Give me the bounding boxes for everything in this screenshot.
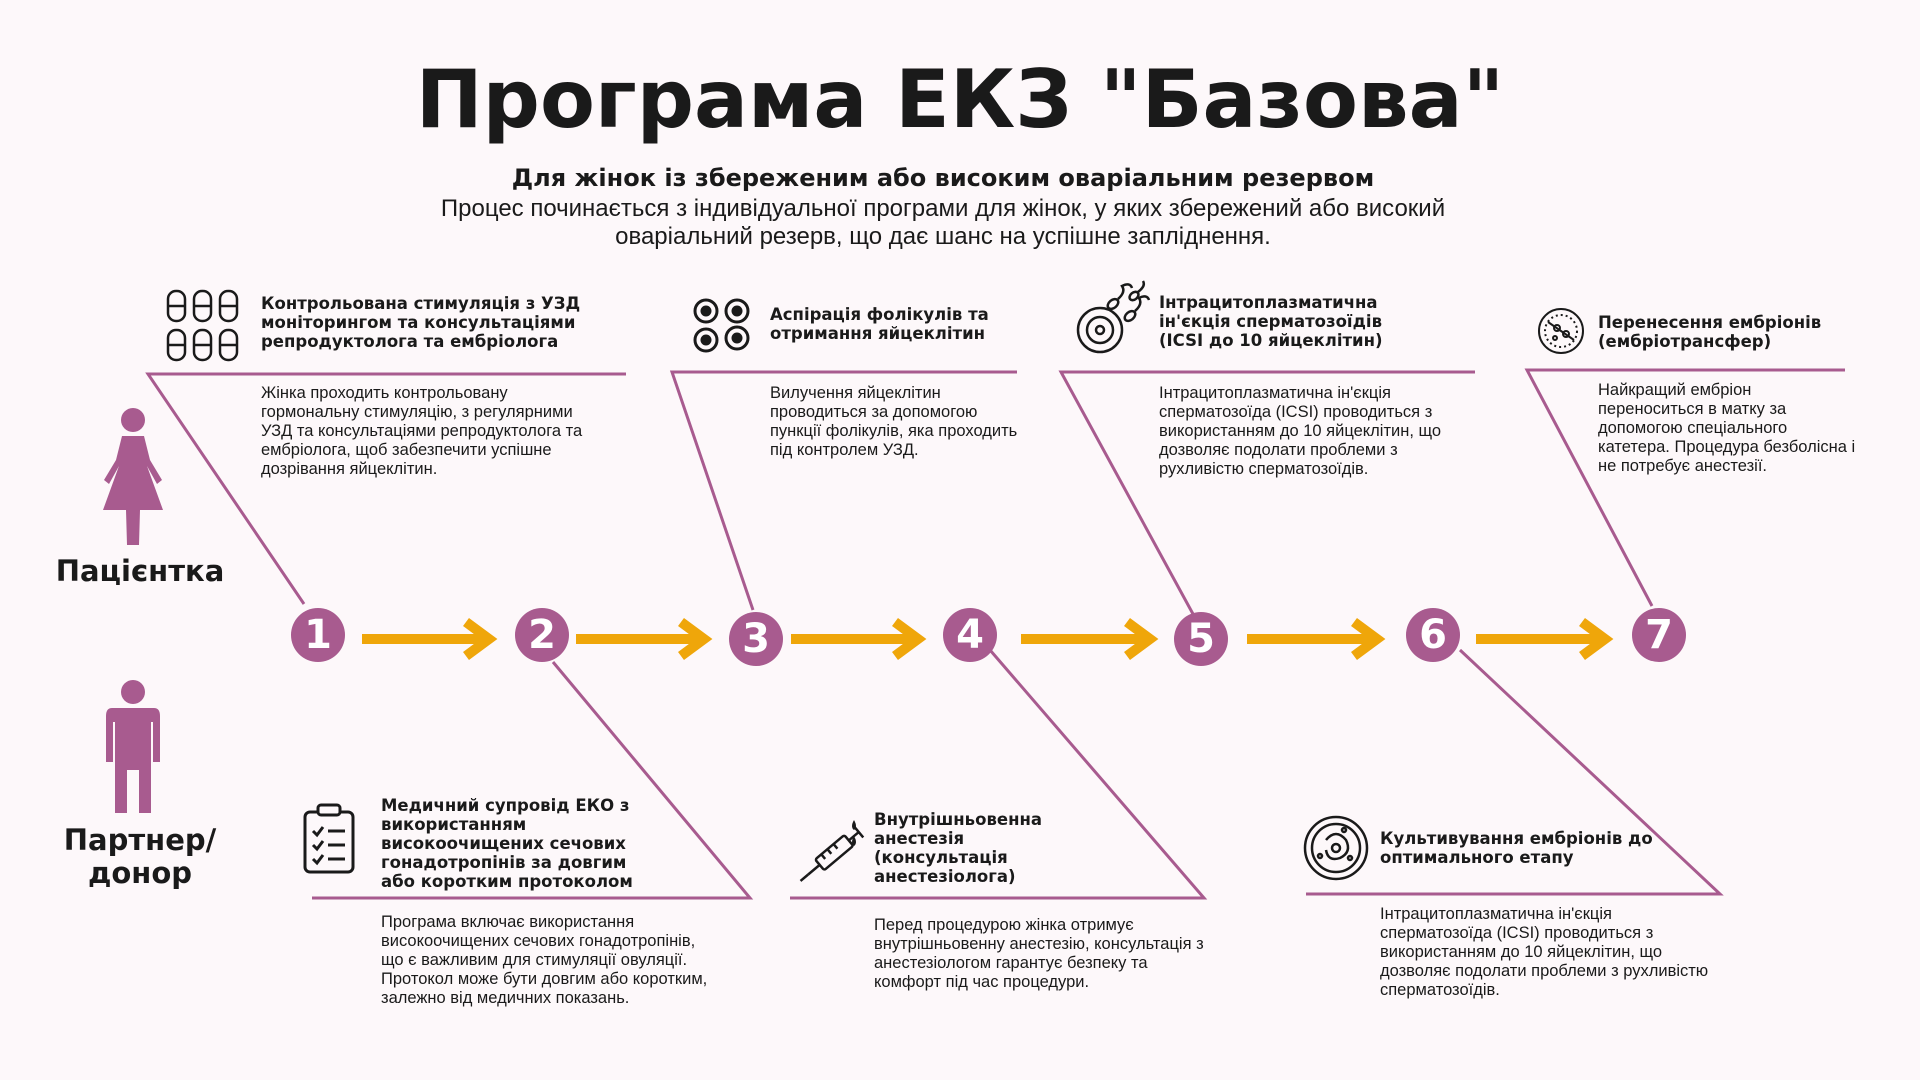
- step-4-title: Внутрішньовенна анестезія (консультація анестезіолога): [874, 810, 1043, 886]
- embryo-transfer-icon: [1539, 309, 1583, 353]
- syringe-icon: [796, 827, 863, 887]
- page-title: Програма ЕКЗ "Базова": [415, 53, 1505, 146]
- page-subtitle: Для жінок із збереженим або високим оваріальним резервом: [511, 164, 1375, 192]
- follicles-icon: [695, 300, 748, 351]
- female-figure-icon: [103, 408, 163, 545]
- step-3-text: Вилучення яйцеклітин проводиться за допомогою пункції фолікулів, яка проходить під контролем УЗД.: [770, 384, 1018, 459]
- drop-icon: [852, 820, 856, 846]
- embryo-culture-icon: [1305, 817, 1367, 879]
- step-1-title: Контрольована стимуляція з УЗД моніторингом та консультаціями репродуктолога та ембріолога: [261, 294, 581, 351]
- step-6-text: Інтрацитоплазматична ін'єкція сперматозоїда (ICSI) проводиться з використанням до 10 яйцеклітин, що дозволяє подолати проблеми з рухливістю сперматозоїдів.: [1380, 905, 1709, 999]
- arrow-5-6: [1247, 622, 1377, 656]
- step-6-title: Культивування ембріонів до оптимального етапу: [1380, 829, 1653, 867]
- vials-icon: [168, 291, 237, 360]
- sperm-egg-icon: [1078, 281, 1149, 352]
- step-number-6: 6: [1406, 608, 1460, 662]
- arrow-6-7: [1476, 622, 1605, 656]
- step-number-7: 7: [1632, 608, 1686, 662]
- clipboard-checklist-icon: [305, 805, 353, 872]
- step-number-4: 4: [943, 608, 997, 662]
- step-7-text: Найкращий ембріон переноситься в матку за допомогою спеціального катетера. Процедура безболісна і не потребує анестезії.: [1598, 381, 1856, 475]
- step-1-text: Жінка проходить контрольовану гормональну стимуляцію, з регулярними УЗД та консультаціями репродуктолога та ембріолога, щоб забезпечити успішне дозрівання яйцеклітин.: [261, 384, 583, 478]
- step-number-2: 2: [515, 608, 569, 662]
- step-number-1: 1: [291, 608, 345, 662]
- step-5-title: Інтрацитоплазматична ін'єкція сперматозоїдів (ICSI до 10 яйцеклітин): [1159, 293, 1383, 350]
- arrow-2-3: [576, 622, 704, 656]
- step-5-text: Інтрацитоплазматична ін'єкція сперматозоїда (ICSI) проводиться з використанням до 10 яйцеклітин, що дозволяє подолати проблеми з рухливістю сперматозоїдів.: [1159, 384, 1442, 478]
- step-4-text: Перед процедурою жінка отримує внутрішньовенну анестезію, консультація з анестезіологом гарантує безпеку та комфорт під час процедури.: [874, 916, 1204, 991]
- role-patient: Пацієнтка: [55, 554, 225, 588]
- arrow-3-4: [791, 622, 918, 656]
- step-number-3: 3: [729, 612, 783, 666]
- step-number-5: 5: [1174, 612, 1228, 666]
- step-3-title: Аспірація фолікулів та отримання яйцеклітин: [770, 305, 989, 343]
- arrow-1-2: [362, 622, 489, 656]
- role-partner: Партнер/ донор: [63, 823, 217, 890]
- step-2-text: Програма включає використання високоочищених сечових гонадотропінів, що є важливим для стимуляції овуляції. Протокол може бути довгим або коротким, залежно від медичних показань.: [381, 913, 708, 1007]
- arrow-4-5: [1021, 622, 1150, 656]
- step-2-title: Медичний супровід ЕКО з використанням високоочищених сечових гонадотропінів за довгим або коротким протоколом: [381, 796, 633, 891]
- step-7-title: Перенесення ембріонів (ембріотрансфер): [1598, 313, 1822, 351]
- male-figure-icon: [106, 680, 160, 813]
- intro-text: Процес починається з індивідуальної програми для жінок, у яких збережений або високий оваріальний резерв, що дає шанс на успішне запліднення.: [440, 195, 1446, 250]
